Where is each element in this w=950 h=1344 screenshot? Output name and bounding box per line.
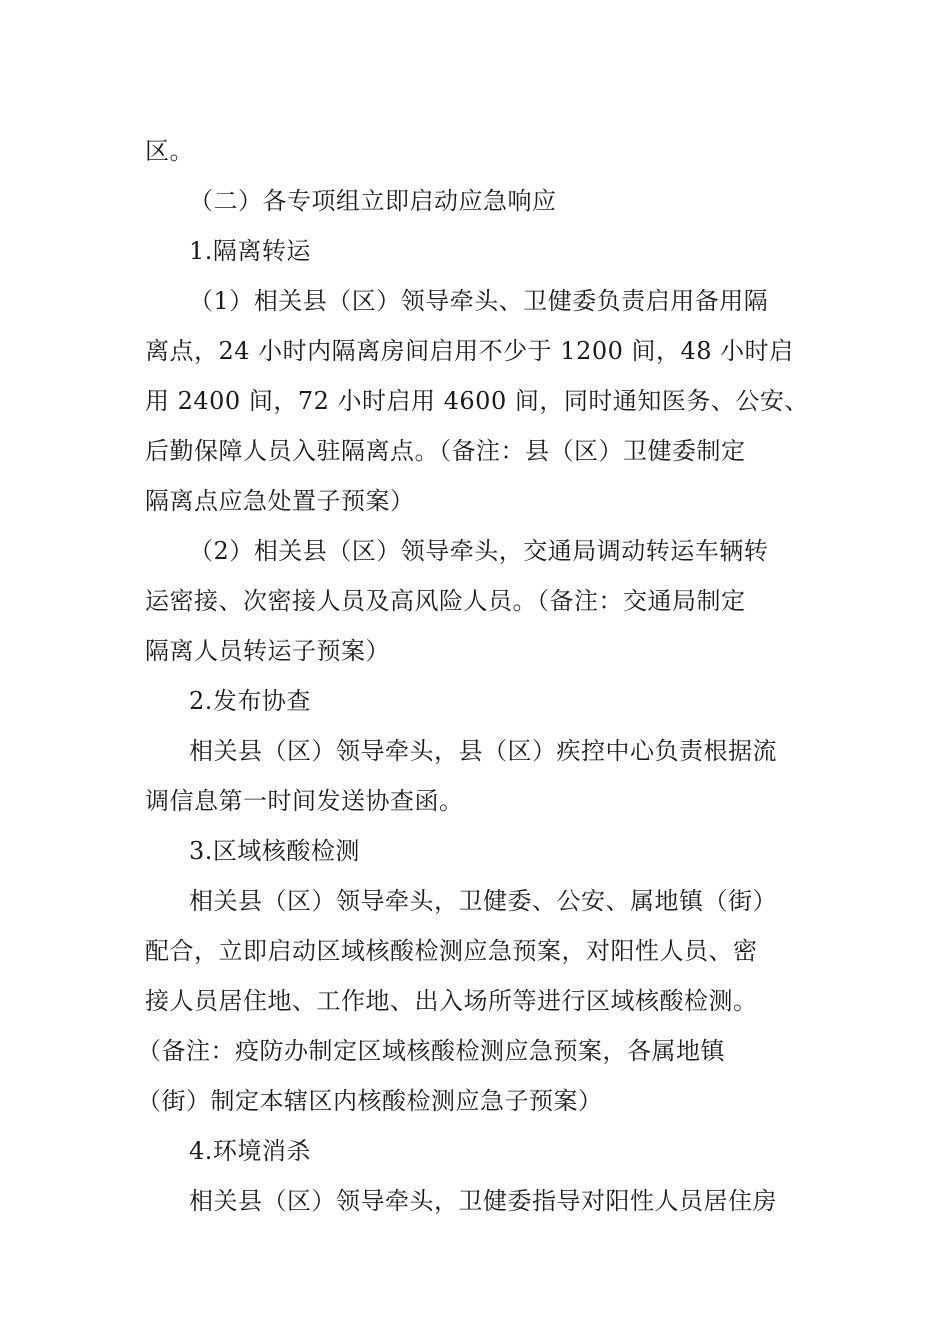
text-line: 运密接、次密接人员及高风险人员。（备注：交通局制定 (145, 587, 746, 615)
text-line: 相关县（区）领导牵头，县（区）疾控中心负责根据流 (189, 737, 777, 765)
subsection-heading: 4.环境消杀 (189, 1137, 311, 1165)
subsection-heading: 2.发布协查 (189, 687, 311, 715)
subsection-heading: 3.区域核酸检测 (189, 837, 360, 865)
text-line: 隔离点应急处置子预案） (145, 487, 415, 515)
text-line: 后勤保障人员入驻隔离点。（备注：县（区）卫健委制定 (145, 437, 746, 465)
text-line: 调信息第一时间发送协查函。 (145, 787, 464, 815)
text-line: （1）相关县（区）领导牵头、卫健委负责启用备用隔 (189, 287, 769, 315)
text-line: 相关县（区）领导牵头，卫健委、公安、属地镇（街） (189, 887, 777, 915)
text-line: 隔离人员转运子预案） (145, 637, 390, 665)
text-line: 接人员居住地、工作地、出入场所等进行区域核酸检测。 (145, 987, 758, 1015)
text-line: （街）制定本辖区内核酸检测应急子预案） (137, 1087, 603, 1115)
text-line: 用 2400 间，72 小时启用 4600 间，同时通知医务、公安、 (145, 387, 809, 415)
text-line: 区。 (145, 137, 194, 165)
document-body (137, 126, 825, 1226)
subsection-heading: 1.隔离转运 (189, 237, 311, 265)
text-line: （备注：疫防办制定区域核酸检测应急预案，各属地镇 (137, 1037, 725, 1065)
text-line: 离点，24 小时内隔离房间启用不少于 1200 间，48 小时启 (145, 337, 794, 365)
text-line: （2）相关县（区）领导牵头，交通局调动转运车辆转 (189, 537, 769, 565)
section-heading: （二）各专项组立即启动应急响应 (189, 187, 557, 215)
text-line: 相关县（区）领导牵头，卫健委指导对阳性人员居住房 (189, 1187, 777, 1215)
text-line: 配合，立即启动区域核酸检测应急预案，对阳性人员、密 (145, 937, 758, 965)
